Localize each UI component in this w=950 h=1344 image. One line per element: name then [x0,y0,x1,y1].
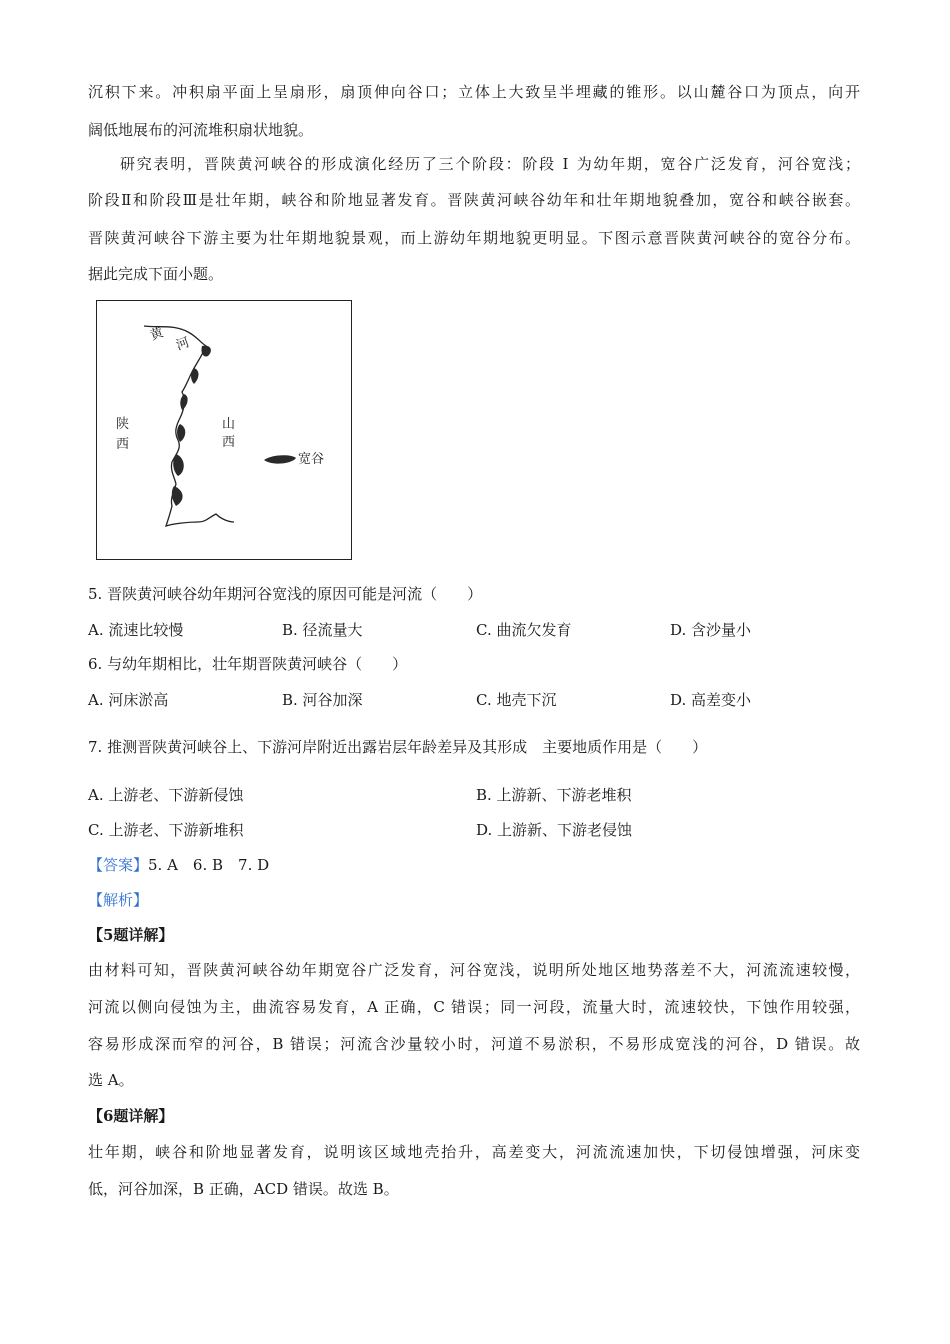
analysis-label: 【解析】 [88,891,149,909]
question-5-option-a[interactable]: A. 流速比较慢 [88,621,184,639]
legend-label: 宽谷 [298,452,325,467]
answer-text: 5. A 6. B 7. D [148,856,270,874]
passage-line-3: 晋陕黄河峡谷下游主要为壮年期地貌景观，而上游幼年期地貌更明显。下图示意晋陕黄河峡谷的宽谷分布。 [88,229,860,247]
question-7-option-b[interactable]: B. 上游新、下游老堆积 [476,786,632,804]
answer-line [88,855,269,875]
label-shanxi-2: 西 [222,435,236,450]
detail-5-line-4: 选 A。 [88,1071,134,1089]
label-shanxi-1: 山 [222,417,236,432]
question-6-option-c[interactable]: C. 地壳下沉 [476,691,557,709]
passage-line-4: 据此完成下面小题。 [88,265,224,283]
detail-5-line-3: 容易形成深而窄的河谷，B 错误；河流含沙量较小时，河道不易淤积，不易形成宽浅的河谷，D 错误。故 [88,1035,860,1053]
detail-6-title: 【6题详解】 [88,1107,174,1125]
question-6-option-a[interactable]: A. 河床淤高 [88,691,169,709]
label-he: 河 [174,335,192,354]
question-7-stem: 7. 推测晋陕黄河峡谷上、下游河岸附近出露岩层年龄差异及其形成 主要地质作用是（ ） [88,738,708,756]
detail-6-line-2: 低，河谷加深，B 正确，ACD 错误。故选 B。 [88,1180,399,1198]
label-huang: 黄 [148,325,166,344]
question-5-option-c[interactable]: C. 曲流欠发育 [476,621,572,639]
question-7-option-a[interactable]: A. 上游老、下游新侵蚀 [88,786,244,804]
label-shaanxi-1: 陕 [116,417,130,432]
question-5-option-d[interactable]: D. 含沙量小 [670,621,752,639]
intro-line-1: 沉积下来。冲积扇平面上呈扇形，扇顶伸向谷口；立体上大致呈半埋藏的锥形。以山麓谷口为顶点，向开 [88,83,860,101]
detail-5-title: 【5题详解】 [88,926,174,944]
passage-line-1: 研究表明，晋陕黄河峡谷的形成演化经历了三个阶段：阶段 Ⅰ 为幼年期，宽谷广泛发育，河谷宽浅； [120,155,860,173]
question-6-option-b[interactable]: B. 河谷加深 [282,691,363,709]
passage-line-2: 阶段Ⅱ和阶段Ⅲ是壮年期，峡谷和阶地显著发育。晋陕黄河峡谷幼年和壮年期地貌叠加，宽谷和峡谷嵌套。 [88,191,860,209]
answer-label: 【答案】 [88,856,149,874]
question-7-option-c[interactable]: C. 上游老、下游新堆积 [88,821,244,839]
canyon-map-figure [96,300,352,560]
detail-5-line-1: 由材料可知，晋陕黄河峡谷幼年期宽谷广泛发育，河谷宽浅，说明所处地区地势落差不大，河流流速较慢， [88,961,860,979]
detail-6-line-1: 壮年期，峡谷和阶地显著发育，说明该区域地壳抬升，高差变大，河流流速加快，下切侵蚀增强，河床变 [88,1143,860,1161]
question-7-option-d[interactable]: D. 上游新、下游老侵蚀 [476,821,633,839]
detail-5-line-2: 河流以侧向侵蚀为主，曲流容易发育，A 正确，C 错误；同一河段，流量大时，流速较快，下蚀作用较强， [88,998,860,1016]
question-6-stem: 6. 与幼年期相比，壮年期晋陕黄河峡谷（ ） [88,655,408,673]
question-5-option-b[interactable]: B. 径流量大 [282,621,363,639]
label-shaanxi-2: 西 [116,437,130,452]
question-6-option-d[interactable]: D. 高差变小 [670,691,752,709]
question-5-stem: 5. 晋陕黄河峡谷幼年期河谷宽浅的原因可能是河流（ ） [88,585,483,603]
intro-line-2: 阔低地展布的河流堆积扇状地貌。 [88,121,314,139]
